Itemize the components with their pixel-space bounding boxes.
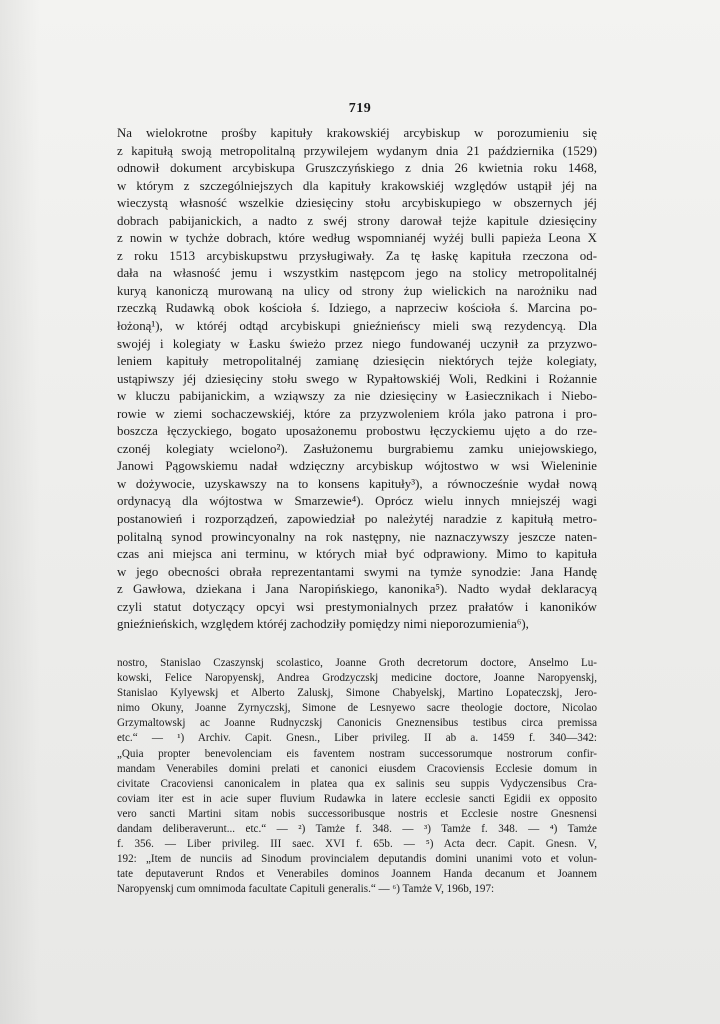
footnote-line: tate deputaverunt Rndos et Venerabiles dominos Joannem Handa decanum et Joannem: [117, 868, 597, 881]
footnote-line: „Quia propter benevolenciam eis faventem nostram successorumque nostrorum confir-: [117, 747, 597, 760]
body-text-line: w którym z szczególniejszych dla kapituły krakowskiéj względów ustąpił jéj na: [117, 178, 597, 193]
body-text-line: gnieźnieńskich, względem któréj zachodziły pomiędzy nimi nieporozumienia⁶),: [117, 617, 529, 632]
footnote-line: coviam iter est in acie super fluvium Rudawka in latere ecclesie sancti Egidii ex opposito: [117, 792, 597, 805]
main-body-text: [117, 125, 597, 634]
body-text-line: swojéj i kolegiaty w Łasku świeżo przez niego fundowanéj uczynił za przyzwo-: [117, 336, 597, 351]
body-text-line: rzeczką Rudawką obok kościoła ś. Idziego, a naprzeciw kościoła ś. Marcina po-: [117, 301, 597, 316]
body-text-line: w dożywocie, uzyskawszy na to konsens kapituły³), a równocześnie wydał nową: [117, 476, 597, 491]
body-text-line: z kapitułą swoją metropolitalną przywilejem wydanym dnia 21 października (1529): [117, 143, 597, 158]
body-text-line: boszcza łęczyckiego, bogato uposażonemu probostwu łęczyckiemu ujęto a do rze-: [117, 424, 597, 439]
body-text-line: postanowień i rozporządzeń, zapowiedział po należytéj naradzie z kapitułą metro-: [117, 512, 597, 527]
footnote-line: 192: „Item de nunciis ad Sinodum provincialem deputandis domini unanimi voto et volun-: [117, 853, 597, 866]
footnote-line: nimo Okuny, Joanne Zyrnyczskj, Simone de Lesnyewo sacre theologie doctore, Nicolao: [117, 702, 597, 715]
footnote-line: Grzymaltowskj ac Joanne Rudnyczskj Canonicis Gneznensibus testibus circa premissa: [117, 717, 597, 730]
body-text-line: kuryą kanoniczą murowaną na ulicy od strony żup wielickich na narożniku nad: [117, 283, 597, 298]
body-text-line: ordynacyą dla wójtostwa w Smarzewie⁴). Oprócz wielu innych mniejszéj wagi: [117, 494, 597, 509]
body-text-line: łożoną¹), w któréj odtąd arcybiskupi gnieźnieńscy mieli swą rezydencyą. Dla: [117, 319, 597, 334]
footnote-line: vero sancti Martini sitam nobis successoribusque nostris et Ecclesie nostre Gnesnensi: [117, 807, 597, 820]
body-text-line: w kluczu pabijanickim, a wziąwszy za nie dziesięciny w Łasiecznikach i Niebo-: [117, 389, 597, 404]
footnote-line: dandam deliberaverunt... etc.“ — ²) Tamże f. 348. — ³) Tamże f. 348. — ⁴) Tamże: [117, 823, 597, 836]
footnote-line: etc.“ — ¹) Archiv. Capit. Gnesn., Liber privileg. II ab a. 1459 f. 340—342:: [117, 732, 597, 745]
footnote-line: mandam Venerabiles domini prelati et canonici eiusdem Cracoviensis Ecclesie domum in: [117, 762, 597, 775]
body-text-line: wieczystą własność wszelkie dziesięciny stołu arcybiskupiego w obszernych jéj: [117, 196, 597, 211]
body-text-line: czonéj kolegiaty wcielono²). Zasłużonemu burgrabiemu zamku uniejowskiego,: [117, 441, 597, 456]
body-text-line: czyli statut dotyczący opcyi wsi prestymonialnych przez prałatów i kanoników: [117, 599, 597, 614]
body-text-line: z roku 1513 arcybiskupstwu przysługiwały. Za tę łaskę kapituła rzeczona od-: [117, 248, 597, 263]
body-text-line: z nowin w tychże dobrach, które według wspomnianéj wyżéj bulli papieża Leona X: [117, 231, 597, 246]
footnote-line: Naropyenskj cum omnimoda facultate Capituli generalis.“ — ⁶) Tamże V, 196b, 197:: [117, 883, 495, 896]
body-text-line: ustąpiwszy jéj dziesięciny stołu swego w Rypałtowskiéj Woli, Redkini i Rożannie: [117, 371, 597, 386]
page-number: 719: [348, 101, 372, 116]
body-text-line: dobrach pabijanickich, a nadto z swéj strony darował tejże kapitule dziesięciny: [117, 213, 597, 228]
body-text-line: Janowi Pągowskiemu nadał wdzięczny arcybiskup wójtostwo w wsi Wieleninie: [117, 459, 597, 474]
body-text-line: Na wielokrotne prośby kapituły krakowskiéj arcybiskup w porozumieniu się: [117, 126, 597, 140]
body-text-line: politalną synod prowincyonalny na rok następny, nie naznaczywszy jeszcze naten-: [117, 529, 597, 544]
body-text-line: w jego obecności obrała reprezentantami swymi na tymże synodzie: Jana Handę: [117, 564, 597, 579]
footnotes: [117, 656, 597, 898]
footnote-line: Stanislao Kylyewskj et Alberto Zaluskj, Simone Chabyelskj, Martino Lopateczskj, Jero-: [117, 687, 597, 700]
body-text-line: leniem kapituły metropolitalnéj zamianę dziesięcin niektórych tejże kolegiaty,: [117, 354, 597, 369]
footnote-line: f. 356. — Liber privileg. III saec. XVI f. 65b. — ⁵) Acta decr. Capit. Gnesn. V,: [117, 838, 597, 851]
body-text-line: dała na własność jemu i wszystkim następcom jego na stolicy metropolitalnéj: [117, 266, 597, 281]
footnote-line: kowski, Felice Naropyenskj, Andrea Grodzyczskj medicine doctore, Joanne Naropyenskj,: [117, 672, 597, 685]
body-text-line: odnowił dokument arcybiskupa Gruszczyńskiego z dnia 26 kwietnia roku 1468,: [117, 161, 597, 176]
body-text-line: z Gawłowa, dziekana i Jana Naropińskiego, kanonika⁵). Nadto wydał deklaracyą: [117, 582, 597, 597]
footnote-line: nostro, Stanislao Czaszynskj scolastico, Joanne Groth decretorum doctore, Anselmo Lu-: [117, 657, 597, 669]
body-text-line: rowie w ziemi sochaczewskiéj, które za przyzwoleniem króla jako patrona i pro-: [117, 406, 597, 421]
footnote-line: civitate Cracoviensi canonicalem in platea qua ex salinis seu suppis Vydyczensibus Cra-: [117, 777, 597, 790]
body-text-line: czas ani miejsca ani terminu, w których miał być odprawiony. Mimo to kapituła: [117, 547, 597, 562]
